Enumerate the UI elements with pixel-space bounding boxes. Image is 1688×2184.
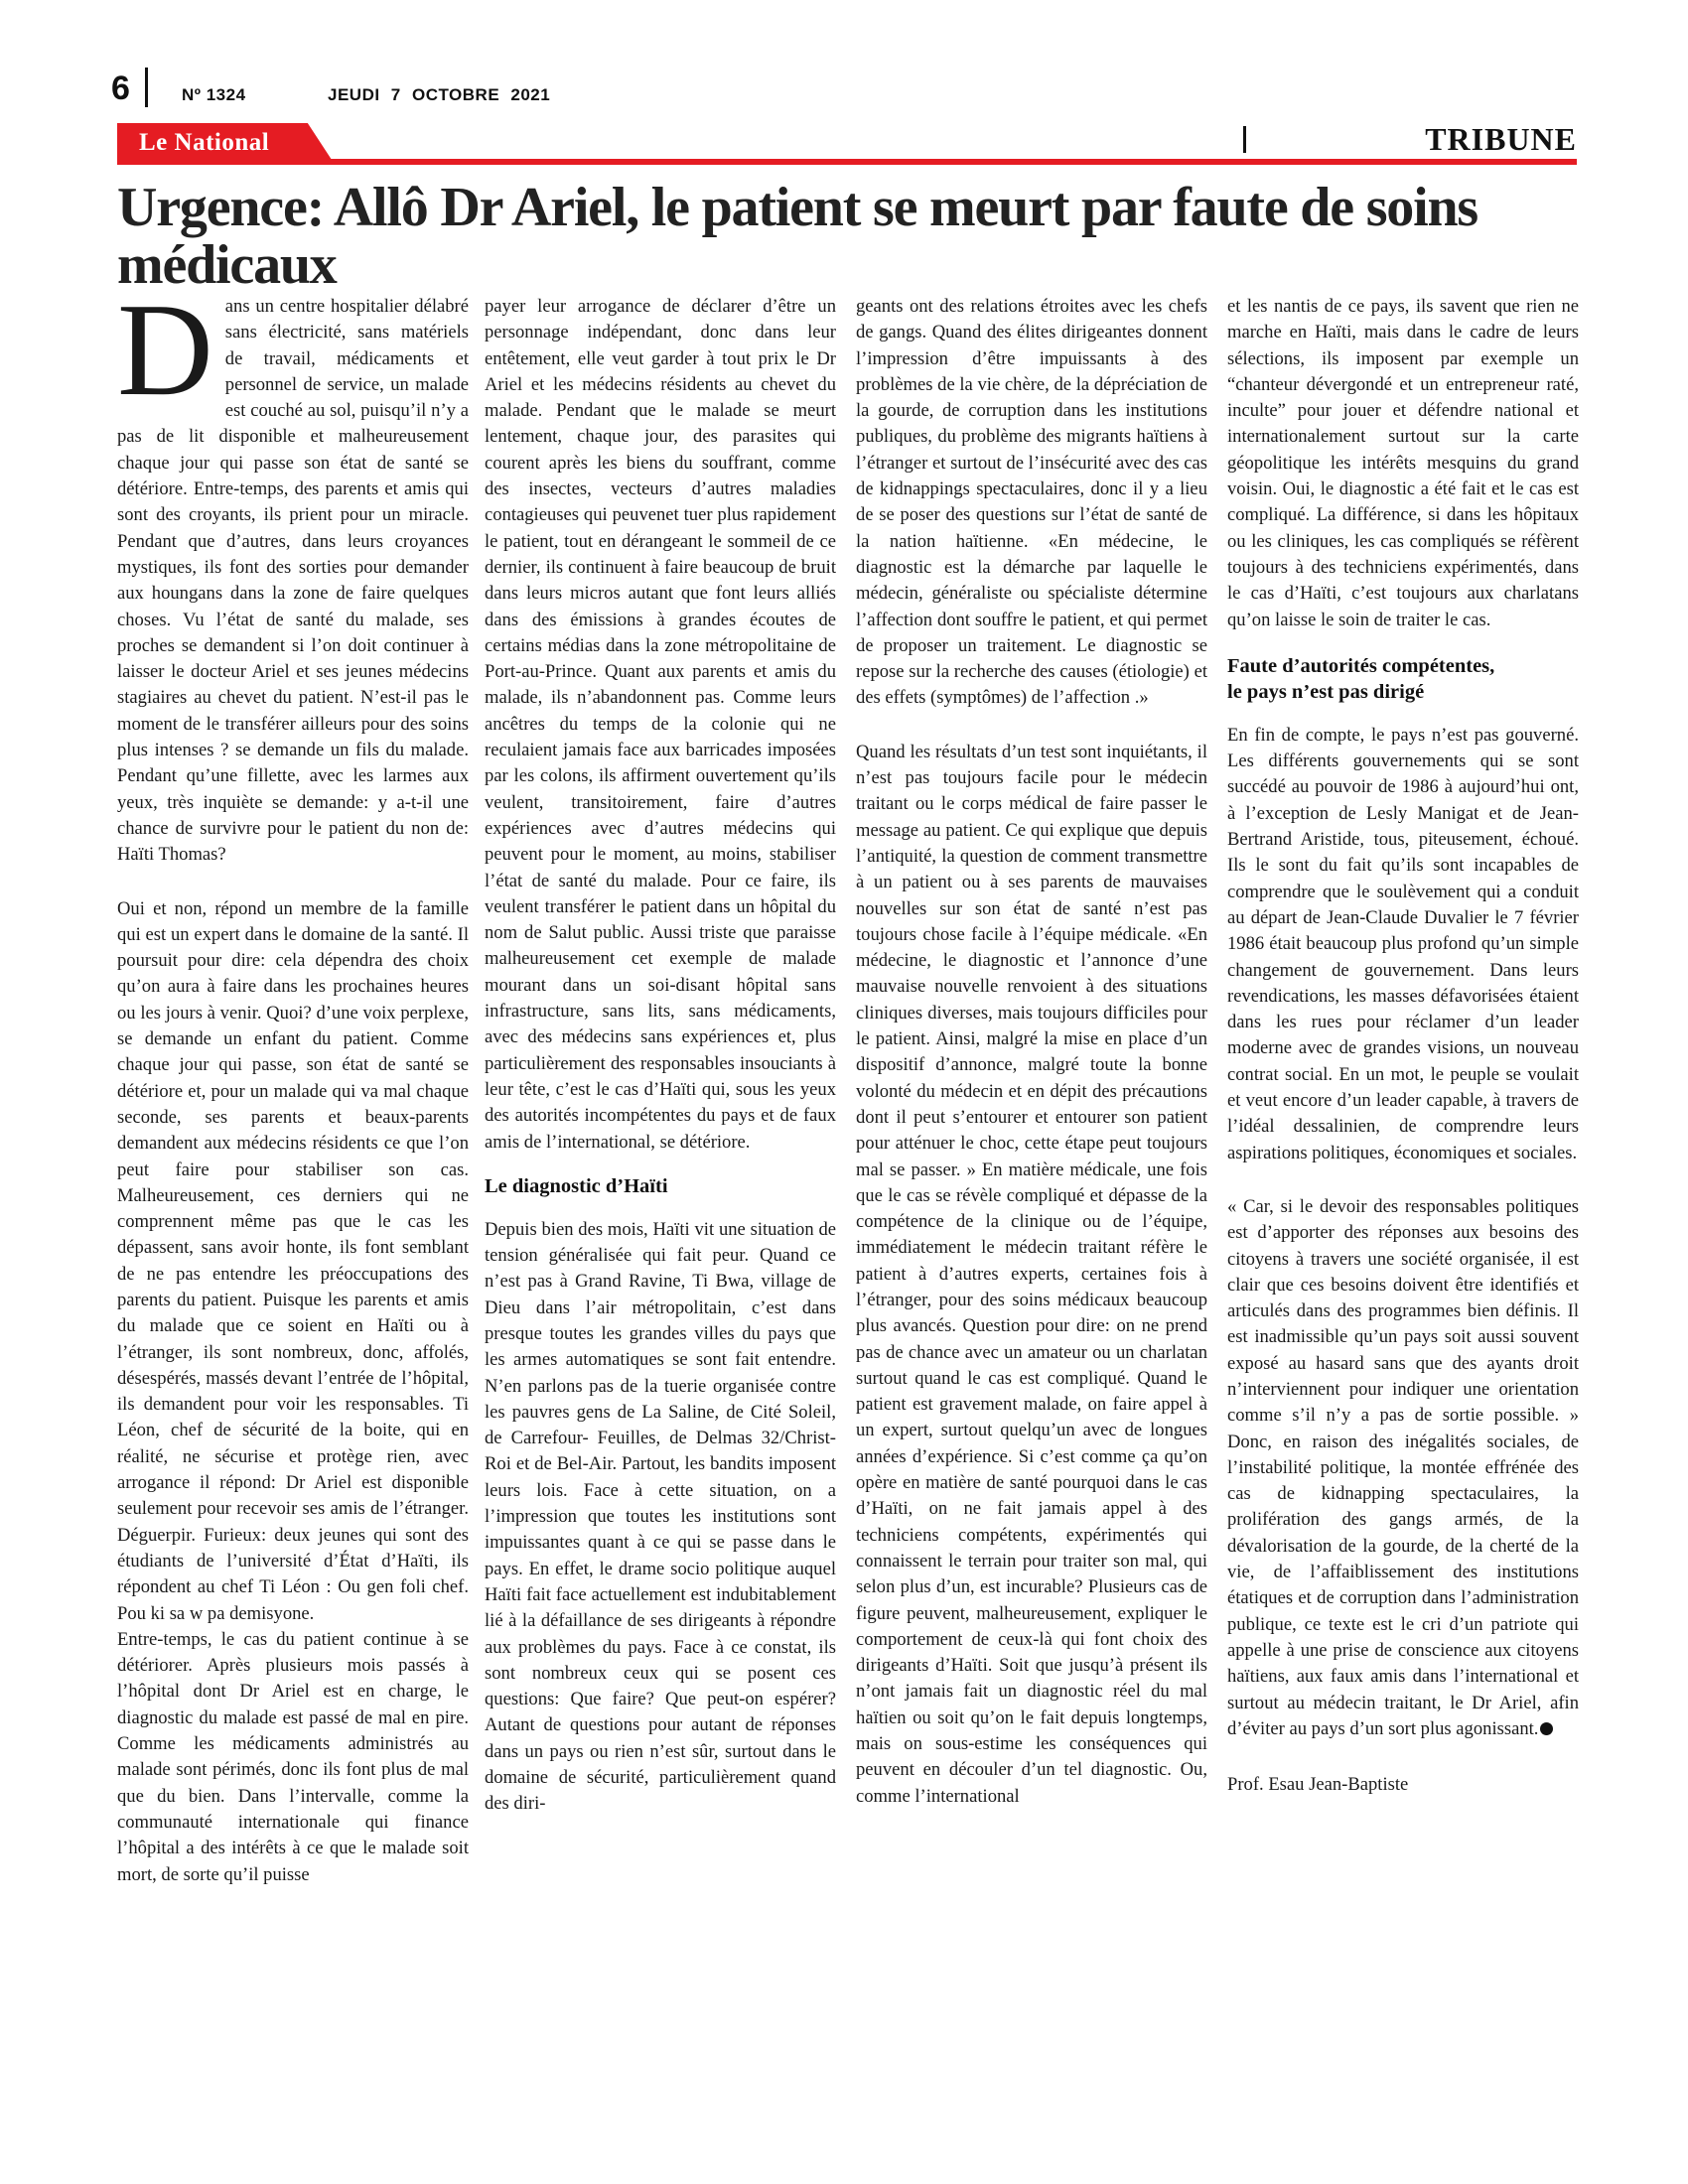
article-paragraph: geants ont des relations étroites avec les chefs de gangs. Quand des élites dirigeantes donnent l’impression d’être impuissants à des problèmes de la vie chère, de la dépréciation de la gourde, de corruption dans les institutions publiques, du problème des migrants haïtiens à l’étranger et surtout de l’insécurité avec des cas de kidnappings spectaculaires, donc il y a lieu de se poser des questions sur l’état de santé de la nation haïtienne. «En médecine, le diagnostic est la démarche par laquelle le médecin, généraliste ou spécialiste détermine l’affection dont souffre le patient, et qui permet de proposer un traitement. Le diagnostic se repose sur la recherche des causes (étiologie) et des effets (symptômes) de l’affection .» [856, 296, 1207, 709]
article-paragraph: Depuis bien des mois, Haïti vit une situation de tension généralisée qui fait peur. Quand ce n’est pas à Grand Ravine, Ti Bwa, village de Dieu dans l’air métropolitain, c’est dans presque toutes les grandes villes du pays que les armes automatiques se sont fait entendre. N’en parlons pas de la tuerie organisée contre les pauvres gens de La Saline, de Cité Soleil, de Carrefour- Feuilles, de Delmas 32/Christ-Roi et de Bel-Air. Partout, les bandits imposent leurs lois. Face à cette situation, on a l’impression que toutes les institutions sont impuissantes quant à ce qui se passe dans le pays. En effet, le drame socio politique auquel Haïti fait face actuellement est indubitablement lié à la défaillance de ses dirigeants à répondre aux problèmes du pays. Face à ce constat, ils sont nombreux ceux qui se posent ces questions: Que faire? Que peut-on espérer? Autant de questions pour autant de réponses dans un pays ou rien n’est sûr, surtout dans le domaine de sécurité, particulièrement quand des diri- [485, 1218, 836, 1815]
page-number: 6 [111, 69, 130, 107]
issue-date: JEUDI 7 OCTOBRE 2021 [328, 85, 551, 104]
section-divider [1243, 126, 1246, 153]
article-paragraph: Entre-temps, le cas du patient continue à se détériorer. Après plusieurs mois passés à l’hôpital dont Dr Ariel est en charge, le diagnostic du malade est passé de mal en pire. Comme les médicaments administrés au malade sont périmés, donc ils font plus de mal que du bien. Dans l’intervalle, comme la communauté internationale qui finance l’hôpital a des intérêts à ce que le malade soit mort, de sorte qu’il puisse [117, 1628, 469, 1885]
subheading-line: le pays n’est pas dirigé [1227, 680, 1425, 703]
section-label: TRIBUNE [1425, 121, 1577, 157]
article-paragraph: et les nantis de ce pays, ils savent que rien ne marche en Haïti, mais dans le cadre de leurs sélections, ils imposent par exemple un “chanteur dévergondé et un entrepreneur raté, inculte” pour jouer et défendre national et internationalement surtout sur la carte géopolitique les intérêts mesquins du grand voisin. Oui, le diagnostic a été fait et le cas est compliqué. La différence, si dans les hôpitaux ou les cliniques, les cas compliqués se réfèrent toujours à des techniciens expérimentés, dans le cas d’Haïti, c’est toujours aux charlatans qu’on laisse le soin de traiter le cas. [1227, 296, 1579, 630]
article-paragraph: Oui et non, répond un membre de la famille qui est un expert dans le domaine de la santé. Il poursuit pour dire: cela dépendra des choix qu’on aura à faire dans les prochaines heures ou les jours à venir. Quoi? d’une voix perplexe, se demande un enfant du patient. Comme chaque jour qui passe, son état de santé se détériore et, pour un malade qui va mal chaque seconde, ses parents et beaux-parents demandent aux médecins résidents ce que l’on peut faire pour stabiliser son cas. Malheureusement, ces derniers qui ne comprennent même pas que le cas les dépassent, sans avoir honte, ils font semblant de ne pas entendre les préoccupations des parents du patient. Puisque les parents et amis du malade que ce soient en Haïti ou à l’étranger, ils sont nombreux, donc, affolés, désespérés, massés devant l’entrée de l’hôpital, ils demandent pour voir les responsables. Ti Léon, chef de sécurité de la boite, qui en réalité, ne sécurise et protège rien, avec arrogance il répond: Dr Ariel est disponible seulement pour recevoir ses amis de l’étranger. Déguerpir. Furieux: deux jeunes qui sont des étudiants de l’université d’État d’Haïti, ils répondent au chef Ti Léon : Ou gen foli chef. Pou ki sa w pa demisyone. [117, 897, 469, 1624]
section-subheading: Le diagnostic d’Haïti [485, 1174, 668, 1197]
article-column-3 [856, 294, 1207, 1810]
end-mark-icon [1540, 1722, 1553, 1735]
article-column-4 [1227, 294, 1579, 1798]
header-rule [117, 159, 1577, 165]
subheading-line: Faute d’autorités compétentes, [1227, 654, 1495, 677]
section-subheading [1227, 653, 1579, 705]
article-paragraph [117, 276, 469, 869]
article-headline: Urgence: Allô Dr Ariel, le patient se meurt par faute de soins médicaux [117, 177, 1477, 296]
article-paragraph: En fin de compte, le pays n’est pas gouverné. Les différents gouvernements qui se sont succédé au pouvoir de 1986 à aujourd’hui ont, à l’exception de Lesly Manigat et de Jean-Bertrand Aristide, tous, piteusement, échoué. Ils le sont du fait qu’ils sont incapables de comprendre que le soulèvement qui a conduit au départ de Jean-Claude Duvalier le 7 février 1986 était beaucoup plus profond qu’un simple changement de gouvernement. Dans leurs revendications, les masses défavorisées étaient dans les rues pour réclamer d’un leader moderne avec de grandes visions, un nouveau contrat social. En un mot, le peuple se voulait et veut encore d’un leader capable, à travers de l’idéal dessalinien, de comprendre leurs aspirations politiques, économiques et sociales. [1227, 724, 1579, 1163]
article-paragraph [1227, 1194, 1579, 1742]
paragraph-text: ans un centre hospitalier délabré sans électricité, sans matériels de travail, médicaments et personnel de service, un malade est couché au sol, puisqu’il n’y a pas de lit disponible et malheureusement chaque jour qui passe son état de santé se détériore. Entre-temps, des parents et amis qui sont des croyants, ils prient pour un miracle. Pendant que d’autres, dans leurs croyances mystiques, ils font des sorties pour demander aux houngans dans la zone de faire quelques choses. Vu l’état de santé du malade, ses proches se demandent si l’on doit continuer à laisser le docteur Ariel et ses jeunes médecins stagiaires au chevet du patient. N’est-il pas le moment de le transférer ailleurs pour des soins plus intenses ? se demande un fils du malade. Pendant qu’une fillette, avec les larmes aux yeux, très inquiète se demande: y a-t-il une chance de survivre pour le patient du non de: Haïti Thomas? [117, 296, 469, 866]
issue-number: Nº 1324 [182, 85, 246, 104]
publication-logo: Le National [139, 129, 270, 156]
paragraph-text: « Car, si le devoir des responsables politiques est d’apporter des réponses aux besoins des citoyens à travers une société organisée, il est clair que ces besoins doivent être identifiés et articulés dans des programmes bien définis. Il est inadmissible qu’un pays soit aussi souvent exposé au hasard sans que des ayants droit n’interviennent pour indiquer une orientation comme s’il n’y a pas de sortie possible. » Donc, en raison des inégalités sociales, de l’instabilité politique, la montée effrénée des cas de kidnapping spectaculaires, la prolifération des gangs armés, de la dévalorisation de la gourde, de la cherté de la vie, de l’affaiblissement des institutions étatiques et de corruption dans l’administration publique, ce texte est le cri d’un patriote qui appelle à une prise de conscience aux citoyens haïtiens, aux faux amis dans l’international et surtout au médecin traitant, le Dr Ariel, afin d’éviter au pays d’un sort plus agonissant. [1227, 1195, 1579, 1739]
article-paragraph: payer leur arrogance de déclarer d’être un personnage indépendant, donc dans leur entêtement, elle veut garder à tout prix le Dr Ariel et les médecins résidents au chevet du malade. Pendant que le malade se meurt lentement, chaque jour, des parasites qui courent après les biens du souffrant, comme des insectes, vecteurs d’autres maladies contagieuses qui peuvenet tuer plus rapidement le patient, tout en dérangeant le sommeil de ce dernier, ils continuent à faire beaucoup de bruit dans leurs micros autant que font leurs alliés dans des émissions à grandes écoutes de certains médias dans la zone métropolitaine de Port-au-Prince. Quant aux parents et amis du malade, ils n’abandonnent pas. Comme leurs ancêtres du temps de la colonie qui ne reculaient jamais face aux barricades imposées par les colons, ils affirment ouvertement qu’ils veulent, transitoirement, faire d’autres expériences avec d’autres médecins qui peuvent pour le moment, au moins, stabiliser l’état de santé du malade. Pour ce faire, ils veulent transférer le patient dans un hôpital du nom de Salut public. Aussi triste que paraisse malheureusement cet exemple de malade mourant dans un soi-disant hôpital sans infrastructure, sans lits, sans médicaments, avec des médecins sans expériences et, plus particulièrement des responsables insouciants à leur tête, c’est le cas d’Haïti qui, sous les yeux des autorités incompétentes du pays et de faux amis de l’international, se détériore. [485, 296, 836, 1153]
article-column-1 [117, 276, 469, 1888]
author-signature: Prof. Esau Jean-Baptiste [1227, 1774, 1409, 1796]
header-divider [145, 68, 148, 107]
article-paragraph: Quand les résultats d’un test sont inquiétants, il n’est pas toujours facile pour le médecin traitant ou le corps médical de faire passer le message au patient. Ce qui explique que depuis l’antiquité, la question de comment transmettre à un patient ou à ses parents de mauvaises nouvelles sur son état de santé n’est pas toujours chose facile à l’équipe médicale. «En médecine, le diagnostic et l’annonce d’une mauvaise nouvelle renvoient à des situations cliniques diverses, mais toujours difficiles pour le patient. Ainsi, malgré la mise en place d’un dispositif d’annonce, malgré toute la bonne volonté du médecin et en dépit des précautions dont il peut s’entourer et entourer son patient pour atténuer le choc, cette étape peut toujours mal se passer. » En matière médicale, une fois que le cas se révèle compliqué et dépasse de la compétence de la clinique ou de l’équipe, immédiatement le médecin traitant réfère le patient à d’autres experts, certaines fois à l’étranger, pour des soins médicaux beaucoup plus avancés. Question pour dire: on ne prend pas de chance avec un amateur ou un charlatan surtout quand le cas est compliqué. Quand le patient est gravement malade, on faire appel à un expert, surtout quelqu’un avec de longues années d’expérience. Si c’est comme ça qu’on opère en matière de santé pourquoi dans le cas d’Haïti, on ne fait jamais appel à des techniciens compétents, expérimentés qui connaissent le terrain pour traiter son mal, qui selon plus d’un, est incurable? Plusieurs cas de figure peuvent, malheureusement, expliquer le comportement de ceux-là qui font choix des dirigeants d’Haïti. Soit que jusqu’à présent ils n’ont jamais fait un diagnostic réel du mal haïtien ou soit qu’on le fait depuis longtemps, mais on sous-estime les conséquences qui peuvent en découler d’un tel diagnostic. Ou, comme l’international [856, 741, 1207, 1807]
drop-cap: D [117, 276, 213, 423]
article-column-2 [485, 294, 836, 1818]
